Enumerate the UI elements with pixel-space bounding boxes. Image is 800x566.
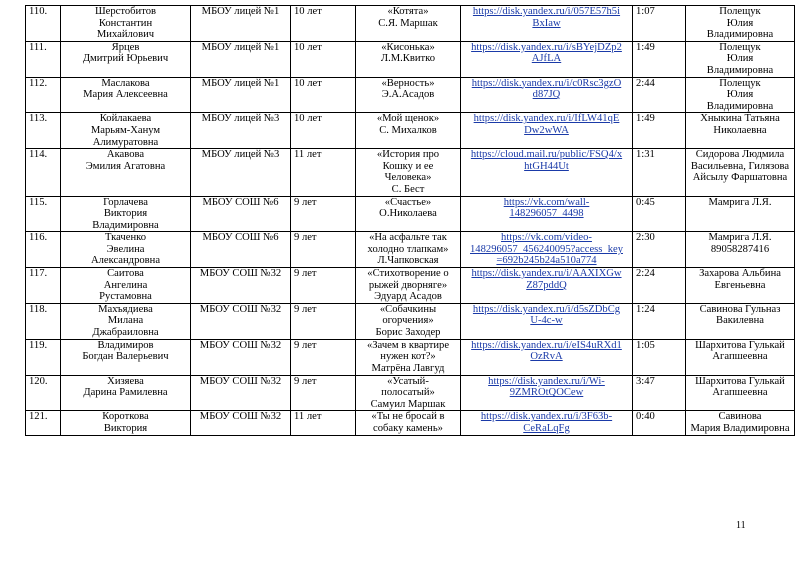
school-cell: МБОУ лицей №3 xyxy=(191,113,291,149)
age-cell: 9 лет xyxy=(291,268,356,304)
teacher-line: Юлия xyxy=(726,17,754,29)
row-number-cell: 120. xyxy=(26,375,61,411)
video-link-cell[interactable] xyxy=(461,41,633,77)
work-title-cell xyxy=(356,268,461,304)
video-link-cell[interactable] xyxy=(461,411,633,436)
age-cell: 11 лет xyxy=(291,411,356,436)
school-cell: МБОУ СОШ №32 xyxy=(191,411,291,436)
work-line: «Верность» xyxy=(381,77,435,89)
duration-cell: 1:05 xyxy=(633,339,686,375)
name-line: Богдан Валерьевич xyxy=(82,351,169,363)
work-line: Матрёна Лавгуд xyxy=(371,363,445,375)
row-number-cell: 118. xyxy=(26,303,61,339)
participant-name-cell xyxy=(61,375,191,411)
work-line: Э.А.Асадов xyxy=(381,89,435,101)
work-line: «Котята» xyxy=(387,6,429,17)
work-line: Борис Заходер xyxy=(375,327,441,339)
video-link-cell[interactable] xyxy=(461,339,633,375)
link-text[interactable]: U-4c-w xyxy=(530,315,563,327)
link-text[interactable]: https://disk.yandex.ru/i/eIS4uRXd1 xyxy=(471,339,622,351)
participant-name-cell xyxy=(61,6,191,42)
name-line: Рустамовна xyxy=(99,291,152,303)
teacher-line: Шархитова Гулькай xyxy=(695,339,785,351)
teacher-line: Николаевна xyxy=(713,124,767,136)
name-line: Виктория xyxy=(103,423,148,434)
teacher-cell xyxy=(686,6,795,42)
teacher-line: Владимировна xyxy=(706,29,774,41)
participant-name-cell xyxy=(61,268,191,304)
name-line: Дмитрий Юрьевич xyxy=(82,53,169,65)
teacher-cell xyxy=(686,113,795,149)
work-line: Эдуард Асадов xyxy=(374,291,442,303)
work-line: «Собачкины xyxy=(379,303,437,315)
link-text[interactable]: 148296057_456240095?access_key xyxy=(470,243,623,255)
video-link-cell[interactable] xyxy=(461,232,633,268)
name-line: Маслакова xyxy=(101,77,150,89)
link-text[interactable]: CeRaLqFg xyxy=(523,423,570,434)
teacher-line: Юлия xyxy=(726,89,754,101)
age-cell: 9 лет xyxy=(291,196,356,232)
school-cell: МБОУ СОШ №6 xyxy=(191,196,291,232)
name-line: Джабраиловна xyxy=(92,327,159,339)
link-text[interactable]: 148296057_4498 xyxy=(509,208,584,220)
work-line: нужен кот?» xyxy=(380,351,436,363)
duration-cell: 2:44 xyxy=(633,77,686,113)
name-line: Мария Алексеевна xyxy=(83,89,168,101)
age-cell: 10 лет xyxy=(291,113,356,149)
name-line: Саитова xyxy=(107,268,144,280)
work-line: С.Я. Маршак xyxy=(378,17,438,29)
teacher-line: Мамрига Л.Я. xyxy=(708,232,772,244)
participant-name-cell xyxy=(61,303,191,339)
table-row xyxy=(26,41,795,77)
name-line: Михайлович xyxy=(96,29,155,41)
row-number-cell: 117. xyxy=(26,268,61,304)
work-line: Кошку и ее xyxy=(382,160,434,172)
school-cell: МБОУ лицей №1 xyxy=(191,77,291,113)
work-title-cell xyxy=(356,196,461,232)
teacher-line: Агапшеевна xyxy=(712,351,768,363)
work-line: «Счастье» xyxy=(384,196,432,208)
name-line: Владимиров xyxy=(97,339,154,351)
name-line: Милана xyxy=(107,315,144,327)
teacher-line: Агапшеевна xyxy=(712,387,768,399)
participants-table xyxy=(25,5,795,436)
teacher-line: Юлия xyxy=(726,53,754,65)
work-line: С. Бест xyxy=(391,183,425,195)
table-row xyxy=(26,411,795,436)
row-number-cell: 111. xyxy=(26,41,61,77)
age-cell: 9 лет xyxy=(291,232,356,268)
duration-cell: 0:45 xyxy=(633,196,686,232)
age-cell: 9 лет xyxy=(291,375,356,411)
school-cell: МБОУ лицей №1 xyxy=(191,41,291,77)
school-cell: МБОУ СОШ №6 xyxy=(191,232,291,268)
row-number-cell: 114. xyxy=(26,149,61,196)
school-cell: МБОУ лицей №1 xyxy=(191,6,291,42)
table-row xyxy=(26,196,795,232)
teacher-line: Шархитова Гулькай xyxy=(695,375,785,387)
work-title-cell xyxy=(356,303,461,339)
teacher-cell xyxy=(686,303,795,339)
table-row xyxy=(26,6,795,42)
table-row xyxy=(26,339,795,375)
table-row xyxy=(26,375,795,411)
name-line: Махъядиева xyxy=(98,303,153,315)
link-text[interactable]: https://disk.yandex.ru/i/057E57h5i xyxy=(472,6,621,17)
teacher-line: Васильевна, Гилязова xyxy=(690,160,790,172)
age-cell: 9 лет xyxy=(291,303,356,339)
link-text[interactable]: https://disk.yandex.ru/i/sBYejDZp2 xyxy=(471,41,622,53)
link-text[interactable]: Dw2wWA xyxy=(524,124,569,136)
duration-cell: 3:47 xyxy=(633,375,686,411)
teacher-cell xyxy=(686,77,795,113)
teacher-cell xyxy=(686,339,795,375)
work-title-cell xyxy=(356,339,461,375)
name-line: Койлакаева xyxy=(99,113,152,125)
link-text[interactable]: https://cloud.mail.ru/public/FSQ4/x xyxy=(470,149,623,161)
duration-cell: 1:49 xyxy=(633,41,686,77)
teacher-line: Савинова xyxy=(718,411,762,423)
link-text[interactable]: https://disk.yandex.ru/i/IfLW41qE xyxy=(473,113,620,125)
school-cell: МБОУ СОШ №32 xyxy=(191,339,291,375)
video-link-cell[interactable] xyxy=(461,303,633,339)
duration-cell: 1:24 xyxy=(633,303,686,339)
duration-cell: 2:30 xyxy=(633,232,686,268)
work-title-cell xyxy=(356,232,461,268)
work-line: Человека» xyxy=(384,172,432,184)
row-number-cell: 115. xyxy=(26,196,61,232)
participant-name-cell xyxy=(61,41,191,77)
name-line: Ангелина xyxy=(103,279,148,291)
name-line: Константин xyxy=(98,17,153,29)
teacher-line: Захарова Альбина xyxy=(699,268,781,280)
school-cell: МБОУ СОШ №32 xyxy=(191,375,291,411)
video-link-cell[interactable] xyxy=(461,375,633,411)
name-line: Владимировна xyxy=(92,219,159,231)
participant-name-cell xyxy=(61,149,191,196)
age-cell: 10 лет xyxy=(291,41,356,77)
link-text[interactable]: htGH44Ut xyxy=(524,160,569,172)
table-row xyxy=(26,149,795,196)
participant-name-cell xyxy=(61,411,191,436)
link-text[interactable]: https://disk.yandex.ru/i/Wi- xyxy=(488,375,605,387)
name-line: Эвелина xyxy=(106,243,145,255)
school-cell: МБОУ СОШ №32 xyxy=(191,303,291,339)
work-line: «Ты не бросай в xyxy=(371,411,445,423)
teacher-line: Вакилевна xyxy=(716,315,764,327)
link-text[interactable]: =692b245b24a510a774 xyxy=(496,255,597,267)
participant-name-cell xyxy=(61,196,191,232)
teacher-line: Владимировна xyxy=(706,64,774,76)
name-line: Акавова xyxy=(106,149,145,161)
name-line: Ткаченко xyxy=(104,232,147,244)
age-cell: 9 лет xyxy=(291,339,356,375)
name-line: Хизяева xyxy=(107,375,144,387)
table-row xyxy=(26,113,795,149)
table-row xyxy=(26,232,795,268)
row-number-cell: 116. xyxy=(26,232,61,268)
link-text[interactable]: d87JQ xyxy=(532,89,561,101)
age-cell: 10 лет xyxy=(291,6,356,42)
teacher-line: Полещук xyxy=(719,41,761,53)
table-row xyxy=(26,77,795,113)
work-line: Л.Чапковская xyxy=(377,255,439,267)
teacher-line: Владимировна xyxy=(706,100,774,112)
link-text[interactable]: https://vk.com/video- xyxy=(501,232,592,244)
video-link-cell[interactable] xyxy=(461,113,633,149)
link-text[interactable]: https://disk.yandex.ru/i/c0Rsc3gzO xyxy=(471,77,622,89)
teacher-line: Савинова Гульназ xyxy=(699,303,781,315)
link-text[interactable]: https://vk.com/wall- xyxy=(503,196,590,208)
link-text[interactable]: OzRvA xyxy=(530,351,563,363)
table-row xyxy=(26,303,795,339)
teacher-line: 89058287416 xyxy=(710,243,770,255)
teacher-line: Евгеньевна xyxy=(714,279,766,291)
school-cell: МБОУ лицей №3 xyxy=(191,149,291,196)
school-cell: МБОУ СОШ №32 xyxy=(191,268,291,304)
name-line: Александровна xyxy=(90,255,161,267)
link-text[interactable]: https://disk.yandex.ru/i/d5sZDbCg xyxy=(472,303,621,315)
duration-cell: 1:07 xyxy=(633,6,686,42)
link-text[interactable]: 9ZMROtQOCew xyxy=(509,387,584,399)
teacher-cell xyxy=(686,268,795,304)
participant-name-cell xyxy=(61,77,191,113)
row-number-cell: 113. xyxy=(26,113,61,149)
name-line: Шерстобитов xyxy=(94,6,157,17)
work-line: С. Михалков xyxy=(379,124,437,136)
link-text[interactable]: https://disk.yandex.ru/i/3F63b- xyxy=(480,411,613,423)
link-text[interactable]: BxIaw xyxy=(532,17,561,29)
work-line: «Усатый- xyxy=(387,375,429,387)
teacher-cell xyxy=(686,41,795,77)
work-line: рыжей дворняге» xyxy=(368,279,448,291)
teacher-cell xyxy=(686,375,795,411)
duration-cell: 2:24 xyxy=(633,268,686,304)
name-line: Алимуратовна xyxy=(92,136,159,148)
work-line: огорчения» xyxy=(382,315,434,327)
table-row xyxy=(26,268,795,304)
work-title-cell xyxy=(356,375,461,411)
teacher-line: Полещук xyxy=(719,6,761,17)
work-line: Самуил Маршак xyxy=(370,398,446,410)
work-line: Л.М.Квитко xyxy=(380,53,436,65)
teacher-line: Хныкина Татьяна xyxy=(700,113,780,125)
duration-cell: 1:49 xyxy=(633,113,686,149)
teacher-cell xyxy=(686,411,795,436)
teacher-line: Айсылу Фаршатовна xyxy=(692,172,788,184)
teacher-line: Полещук xyxy=(719,77,761,89)
name-line: Дарина Рамилевна xyxy=(83,387,168,399)
name-line: Виктория xyxy=(103,208,148,220)
work-line: «Кисонька» xyxy=(381,41,435,53)
work-title-cell xyxy=(356,113,461,149)
name-line: Марьям-Ханум xyxy=(90,124,161,136)
row-number-cell: 121. xyxy=(26,411,61,436)
work-line: «Стихотворение о xyxy=(367,268,449,280)
age-cell: 10 лет xyxy=(291,77,356,113)
duration-cell: 1:31 xyxy=(633,149,686,196)
teacher-line: Сидорова Людмила xyxy=(695,149,785,161)
row-number-cell: 119. xyxy=(26,339,61,375)
row-number-cell: 110. xyxy=(26,6,61,42)
link-text[interactable]: AJfLA xyxy=(531,53,562,65)
teacher-cell xyxy=(686,149,795,196)
row-number-cell: 112. xyxy=(26,77,61,113)
teacher-cell xyxy=(686,196,795,232)
participant-name-cell xyxy=(61,232,191,268)
age-cell: 11 лет xyxy=(291,149,356,196)
page-number: 11 xyxy=(736,520,746,531)
name-line: Горлачева xyxy=(103,196,148,208)
work-line: О.Николаева xyxy=(379,208,437,220)
name-line: Эмилия Агатовна xyxy=(85,160,166,172)
work-line: «История про xyxy=(376,149,440,161)
work-title-cell xyxy=(356,411,461,436)
link-text[interactable]: Z87pddQ xyxy=(526,279,567,291)
link-text[interactable]: https://disk.yandex.ru/i/AAXIXGw xyxy=(471,268,622,280)
work-line: собаку камень» xyxy=(373,423,443,434)
participant-name-cell xyxy=(61,339,191,375)
teacher-line: Мамрига Л.Я. xyxy=(708,196,772,208)
name-line: Ярцев xyxy=(111,41,140,53)
work-line: «На асфальте так xyxy=(369,232,447,244)
work-title-cell xyxy=(356,77,461,113)
work-line: «Мой щенок» xyxy=(376,113,440,125)
video-link-cell[interactable] xyxy=(461,6,633,42)
teacher-cell xyxy=(686,232,795,268)
work-line: холодно тлапкам» xyxy=(367,243,449,255)
video-link-cell[interactable] xyxy=(461,196,633,232)
work-line: «Зачем в квартире xyxy=(366,339,450,351)
participant-name-cell xyxy=(61,113,191,149)
name-line: Короткова xyxy=(102,411,149,423)
work-title-cell xyxy=(356,6,461,42)
work-line: полосатый» xyxy=(381,387,435,399)
duration-cell: 0:40 xyxy=(633,411,686,436)
teacher-line: Мария Владимировна xyxy=(690,423,790,434)
work-title-cell xyxy=(356,149,461,196)
work-title-cell xyxy=(356,41,461,77)
video-link-cell[interactable] xyxy=(461,268,633,304)
video-link-cell[interactable] xyxy=(461,149,633,196)
video-link-cell[interactable] xyxy=(461,77,633,113)
